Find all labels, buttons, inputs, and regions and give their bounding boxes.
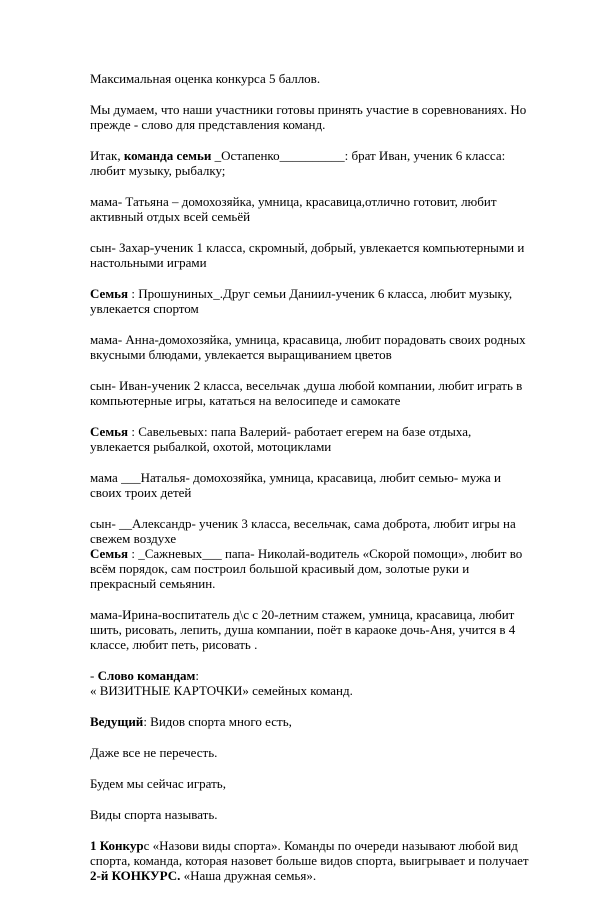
paragraph-son-zakhar: сын- Захар-ученик 1 класса, скромный, добрый, увлекается компьютерными и настольными играми bbox=[90, 240, 525, 270]
paragraph-mother-tatyana: мама- Татьяна – домохозяйка, умница, красавица,отлично готовит, любит активный отдых всей семьёй bbox=[90, 194, 497, 224]
paragraph-host: Ведущий: Видов спорта много есть, bbox=[90, 714, 292, 729]
paragraph-family-savelyevykh: Семья : Савельевых: папа Валерий- работает егерем на базе отдыха, увлекается рыбалкой, охотой, мотоциклами bbox=[90, 424, 472, 454]
verse-line-2: Даже все не перечесть. bbox=[90, 745, 218, 760]
bold-word-to-teams: Слово командам bbox=[97, 668, 196, 683]
verse-line-3: Будем мы сейчас играть, bbox=[90, 776, 226, 791]
verse-line-4: Виды спорта называть. bbox=[90, 807, 218, 822]
bold-family-label: Семья bbox=[90, 424, 129, 439]
paragraph-family-sazhnevykh: Семья : _Сажневых___ папа- Николай-водитель «Скорой помощи», любит во всём порядок, сам построил большой красивый дом, золотые руки и прекрасный семьянин. bbox=[90, 546, 523, 591]
paragraph-intro: Мы думаем, что наши участники готовы принять участие в соревнованиях. Но прежде - слово для представления команд. bbox=[90, 102, 527, 132]
bold-host-label: Ведущий bbox=[90, 714, 144, 729]
paragraph-contest-2: 2-й КОНКУРС. «Наша дружная семья». bbox=[90, 868, 317, 883]
paragraph-mother-irina: мама-Ирина-воспитатель д\с с 20-летним стажем, умница, красавица, любит шить, рисовать, лепить, душа компании, поёт в караоке дочь-Аня, учится в 4 классе, любит петь, рисовать . bbox=[90, 607, 516, 652]
paragraph-son-ivan: сын- Иван-ученик 2 класса, весельчак ,душа любой компании, любит играть в компьютерные игры, кататься на велосипеде и самокате bbox=[90, 378, 523, 408]
paragraph-max-score: Максимальная оценка конкурса 5 баллов. bbox=[90, 71, 321, 86]
bold-family-label: команда семьи bbox=[123, 148, 212, 163]
paragraph-family-ostapenko: Итак, команда семьи _Остапенко__________: брат Иван, ученик 6 класса: любит музыку, рыбалку; bbox=[90, 148, 506, 178]
bold-contest-2-label: 2-й КОНКУРС. bbox=[90, 868, 181, 883]
business-cards-line: « ВИЗИТНЫЕ КАРТОЧКИ» семейных команд. bbox=[90, 683, 353, 698]
paragraph-mother-natalya: мама ___Наталья- домохозяйка, умница, красавица, любит семью- мужа и своих троих детей bbox=[90, 470, 501, 500]
bold-contest-1-label: 1 Конкур bbox=[90, 838, 144, 853]
bold-family-label: Семья bbox=[90, 546, 129, 561]
paragraph-son-alexander: сын- __Александр- ученик 3 класса, весельчак, сама доброта, любит игры на свежем воздухе bbox=[90, 516, 516, 546]
bold-family-label: Семья bbox=[90, 286, 129, 301]
paragraph-word-to-teams: - Слово командам: « ВИЗИТНЫЕ КАРТОЧКИ» семейных команд. bbox=[90, 668, 353, 698]
paragraph-mother-anna: мама- Анна-домохозяйка, умница, красавица, любит порадовать своих родных вкусными блюдами, увлекается выращиванием цветов bbox=[90, 332, 526, 362]
paragraph-contest-1: 1 Конкурс «Назови виды спорта». Команды по очереди называют любой вид спорта, команда, которая назовет больше видов спорта, выигрывает и получает bbox=[90, 838, 529, 868]
document-page bbox=[90, 71, 532, 899]
paragraph-family-proshuninykh: Семья : Прошуниных_.Друг семьи Даниил-ученик 6 класса, любит музыку, увлекается спортом bbox=[90, 286, 513, 316]
